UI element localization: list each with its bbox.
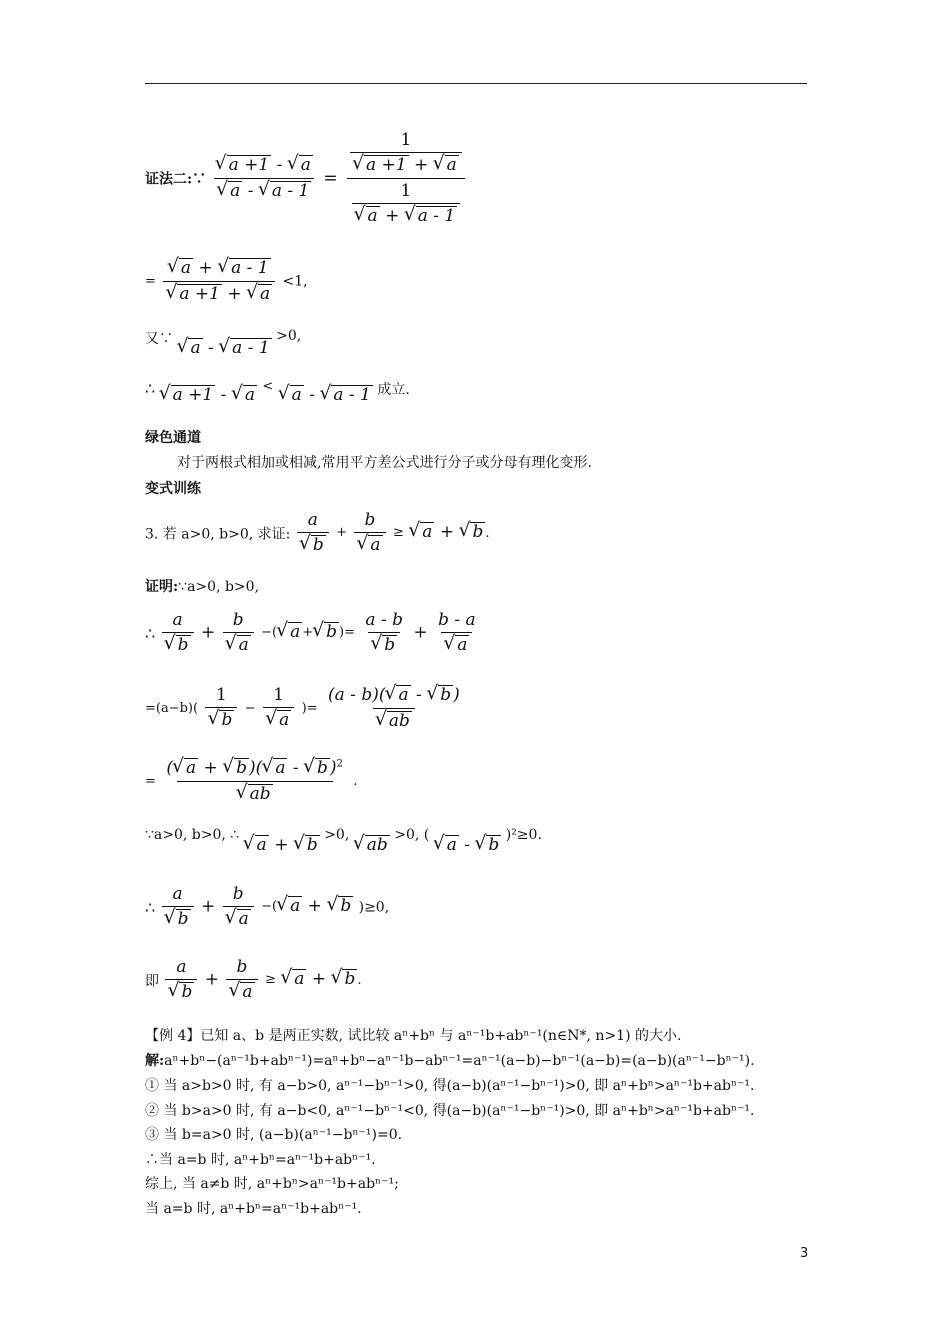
step5-formula: a √ b + b √ a ≥ √ a + √ b . [163, 969, 361, 989]
solution-label: 解: [145, 1053, 165, 1069]
proof-line [145, 576, 259, 596]
step2-line [145, 685, 465, 731]
ji-label: 即 [145, 973, 159, 990]
proof2-line3 [145, 328, 302, 358]
q3-formula: a √ b + b √ a ≥ √ a + √ b . [295, 522, 490, 542]
proof2-ratio: = √ a + √ a - 1 √ a +1 + √ a [145, 271, 283, 291]
therefore-symbol-3: ∴ [145, 897, 156, 917]
case2: ② 当 b>a>0 时, 有 a−b<0, aⁿ⁻¹−bⁿ⁻¹<0, 得(a−b)(aⁿ⁻¹−bⁿ⁻¹)>0, 即 aⁿ+bⁿ>aⁿ⁻¹b+abⁿ⁻¹. [145, 1103, 755, 1119]
example4-title: 【例 4】已知 a、b 是两正实数, 试比较 aⁿ+bⁿ 与 aⁿ⁻¹b+abⁿ⁻¹(n∈N*, n>1) 的大小. [145, 1028, 682, 1044]
proof2-formula: √ a +1 - √ a √ a - √ a - 1 = 1 √ a +1 + √ a 1 √ a + √ a - 1 [211, 168, 469, 188]
step1-formula: a √ b + b √ a −(√ a +√ b )= a - b √ b + b - a √ a [160, 622, 481, 642]
solution-text: aⁿ+bⁿ−(aⁿ⁻¹b+abⁿ⁻¹)=aⁿ+bⁿ−aⁿ⁻¹b−abⁿ⁻¹=aⁿ⁻¹(a−b)−bⁿ⁻¹(a−b)=(a−b)(aⁿ⁻¹−bⁿ⁻¹). [164, 1053, 755, 1069]
variant-training-title: 变式训练 [145, 481, 201, 497]
summary1: 综上, 当 a≠b 时, aⁿ+bⁿ>aⁿ⁻¹b+abⁿ⁻¹; [145, 1176, 399, 1192]
header-rule [145, 83, 807, 84]
proof2-result: √ a +1 - √ a < √ a - √ a - 1 [160, 385, 373, 405]
step5-line [145, 957, 362, 1003]
proof2-also-tail: >0, [276, 328, 302, 344]
therefore-symbol: ∴ [145, 379, 156, 398]
step4-formula: a √ b + b √ a −(√ a + √ b [160, 896, 359, 916]
step1-line [145, 610, 481, 656]
cond-diff: √ a - √ b [434, 835, 502, 855]
proof2-label: 证法二:∵ [145, 171, 207, 188]
proof2-tail: <1, [282, 273, 308, 290]
step4-tail: )≥0, [358, 899, 390, 916]
proof2-conclusion-tail: 成立. [377, 382, 410, 398]
cond-gt0a: >0, [324, 827, 350, 843]
proof2-also: 又∵ [145, 331, 173, 347]
cond-sqrt-ab: √ ab [354, 835, 390, 855]
proof2-line1 [145, 130, 469, 226]
cond-text: ∵a>0, b>0, ∴ [145, 827, 240, 843]
proof2-diff: √ a - √ a - 1 [177, 338, 271, 358]
case3: ③ 当 b=a>0 时, (a−b)(aⁿ⁻¹−bⁿ⁻¹)=0. [145, 1127, 403, 1143]
proof2-line4 [145, 379, 410, 405]
summary2: 当 a=b 时, aⁿ+bⁿ=aⁿ⁻¹b+abⁿ⁻¹. [145, 1201, 362, 1217]
cond-gt0b: >0, ( [394, 827, 430, 843]
q3-line [145, 510, 490, 556]
cond-line [145, 827, 542, 855]
proof-cond: ∵a>0, b>0, [178, 579, 260, 595]
page-number: 3 [800, 1246, 809, 1261]
step4-line [145, 884, 389, 930]
therefore-symbol-2: ∴ [145, 623, 156, 643]
step3-line [145, 758, 357, 804]
q3-text: 3. 若 a>0, b>0, 求证: [145, 526, 291, 543]
green-channel-text: 对于两根式相加或相减,常用平方差公式进行分子或分母有理化变形. [177, 455, 592, 471]
example4-solution-line [145, 1050, 755, 1070]
step3-formula: = (√ a + √ b )(√ a - √ b )$^2$ √ ab . [145, 771, 357, 791]
cond-sum: √ a + √ b [244, 835, 320, 855]
green-channel-title: 绿色通道 [145, 430, 201, 446]
proof2-line2 [145, 258, 308, 304]
step2-formula: =(a−b)( 1 √ b − 1 √ a )= (a - b)(√ a - √ b ) √ ab [145, 698, 465, 718]
case4: ∴当 a=b 时, aⁿ+bⁿ=aⁿ⁻¹b+abⁿ⁻¹. [145, 1152, 376, 1168]
proof-label: 证明: [145, 579, 179, 595]
case1: ① 当 a>b>0 时, 有 a−b>0, aⁿ⁻¹−bⁿ⁻¹>0, 得(a−b)(aⁿ⁻¹−bⁿ⁻¹)>0, 即 aⁿ+bⁿ>aⁿ⁻¹b+abⁿ⁻¹. [145, 1078, 755, 1094]
cond-sq-tail: )²≥0. [505, 827, 542, 843]
